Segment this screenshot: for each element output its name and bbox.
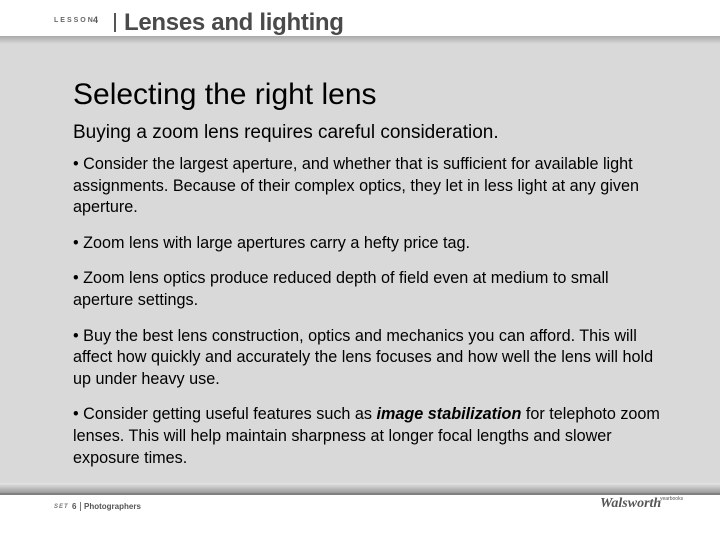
- footer-separator: [80, 502, 81, 511]
- footer-gradient: [0, 483, 720, 493]
- slide-title: Selecting the right lens: [73, 78, 377, 111]
- bullet-list: [73, 154, 663, 483]
- set-label: SET: [54, 504, 69, 510]
- bullet-text: • Consider getting useful features such as: [73, 405, 377, 424]
- bullet-item: • Buy the best lens construction, optics and mechanics you can afford. This will affect how quickly and accurately the lens focuses and how well the lens will hold up under heavy use.: [73, 326, 654, 388]
- slide-subtitle: Buying a zoom lens requires careful consideration.: [73, 122, 499, 143]
- header-divider: [114, 13, 116, 32]
- lesson-number: 4: [93, 15, 99, 25]
- bullet-item: • Zoom lens with large apertures carry a hefty price tag.: [73, 233, 471, 252]
- brand-superscript: yearbooks: [660, 496, 684, 502]
- header-bar: [0, 0, 720, 36]
- set-number: 6: [72, 502, 77, 511]
- lesson-label: LESSON: [54, 17, 95, 24]
- header-shadow: [0, 36, 720, 44]
- lesson-title: Lenses and lighting: [124, 9, 344, 36]
- bullet-item: [73, 404, 663, 469]
- brand-logo: Walsworth: [600, 496, 662, 511]
- set-name: Photographers: [84, 502, 141, 511]
- bullet-emphasis: image stabilization: [376, 405, 522, 424]
- bullet-item: • Zoom lens optics produce reduced depth of field even at medium to small aperture settings.: [73, 269, 609, 309]
- bullet-text: for telephoto zoom lenses. This will help maintain sharpness at longer focal lengths and slower exposure times.: [73, 405, 660, 467]
- bullet-item: • Consider the largest aperture, and whether that is sufficient for available light assignments. Because of their complex optics, they let in less light at any given aperture.: [73, 155, 639, 217]
